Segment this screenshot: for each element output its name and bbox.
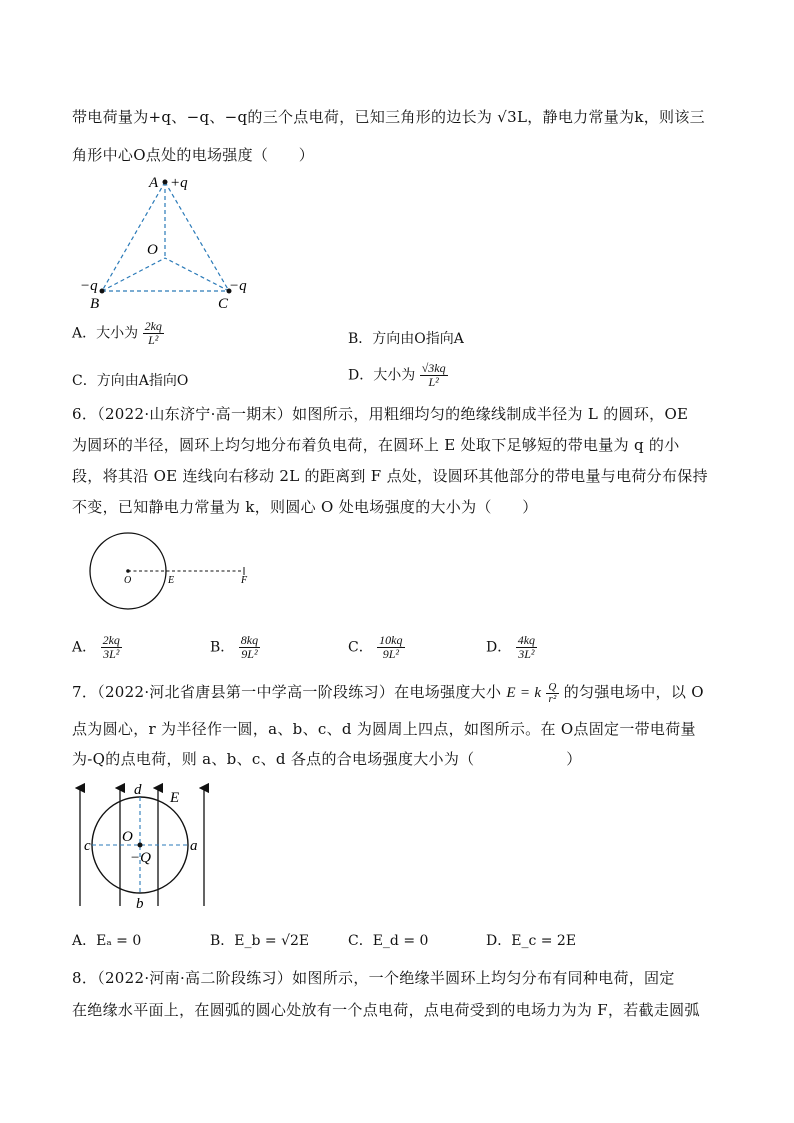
q7-label-d: d (134, 782, 142, 798)
q6-option-b[interactable] (210, 634, 260, 661)
q6-option-d-den: 3L² (518, 647, 535, 661)
q7-option-b[interactable]: B．E_b = √2E (210, 933, 310, 949)
q6-option-d-fraction (516, 634, 537, 661)
q5-option-d-num: √3kq (421, 361, 446, 375)
q6-option-c-label: C． (348, 639, 373, 656)
q7-formula-num: Q (548, 680, 557, 693)
q7-label-E: E (170, 790, 180, 806)
q6-option-c-num: 10kq (379, 633, 403, 647)
q6-text-line2: 为圆环的半径，圆环上均匀地分布着负电荷，在圆环上 E 处取下足够短的带电量为 q 的小 (72, 436, 680, 454)
label-minus-q-left: −q (80, 278, 98, 294)
q7-formula-den: r² (548, 692, 557, 705)
q6-option-b-label: B． (210, 639, 235, 656)
q6-option-a-num: 2kq (102, 633, 120, 647)
q7-label-O: O (122, 829, 133, 845)
charge-a-dot (163, 180, 168, 185)
q6-text-line3: 段，将其沿 OE 连线向右移动 2L 的距离到 F 点处，设圆环其他部分的带电量与电荷分布保持 (72, 467, 708, 485)
q7-label-a: a (190, 838, 198, 854)
q6-option-b-den: 9L² (241, 647, 258, 661)
q7-text-line1 (72, 681, 704, 705)
q7-formula-lhs: E = k (506, 685, 542, 701)
ring-label-F: F (241, 575, 248, 586)
q7-text-line2: 点为圆心，r 为半径作一圆，a、b、c、d 为圆周上四点，如图所示。在 O点固定一带电荷量 (72, 720, 696, 738)
q7-option-d[interactable]: D．E_c = 2E (486, 933, 577, 949)
q6-option-a-fraction (101, 634, 122, 661)
q5-option-d-text: D．大小为 (348, 367, 416, 384)
label-C: C (218, 296, 229, 310)
q5-option-d-den: L² (428, 375, 439, 389)
q6-option-a-label: A． (72, 639, 97, 656)
q6-option-b-fraction (239, 634, 260, 661)
q7-line1-start: 7．（2022·河北省唐县第一中学高一阶段练习）在电场强度大小 (72, 683, 502, 701)
label-plus-q: +q (170, 175, 188, 191)
q6-option-c[interactable] (348, 634, 405, 661)
q5-option-a-num: 2kq (144, 319, 162, 333)
q7-text-line3: 为-Q的点电荷，则 a、b、c、d 各点的合电场强度大小为（ ） (72, 750, 582, 768)
q5-option-c[interactable]: C．方向由A指向O (72, 373, 189, 389)
label-minus-q-right: −q (229, 278, 247, 294)
q5-option-d-fraction (420, 362, 448, 389)
label-O: O (147, 242, 158, 258)
q6-option-d-num: 4kq (517, 633, 536, 647)
q5-option-b[interactable]: B．方向由O指向A (348, 331, 464, 347)
ring-label-O: O (124, 575, 132, 586)
ring-label-E: E (168, 575, 175, 586)
q6-text-line4: 不变，已知静电力常量为 k，则圆心 O 处电场强度的大小为（ ） (72, 498, 538, 516)
q6-ring-diagram (86, 530, 261, 612)
q5-triangle-diagram (72, 170, 262, 310)
q5-text-line1: 带电荷量为+q、−q、−q的三个点电荷，已知三角形的边长为 √3L，静电力常量为k，则该三 (72, 108, 705, 126)
q7-field-diagram (72, 778, 222, 913)
q6-option-c-fraction (377, 634, 404, 661)
q6-option-c-den: 9L² (382, 647, 399, 661)
q5-text-line2: 角形中心O点处的电场强度（ ） (72, 146, 315, 164)
q6-option-a[interactable] (72, 634, 122, 661)
q8-text-line1: 8．（2022·河南·高二阶段练习）如图所示，一个绝缘半圆环上均匀分布有同种电荷，固定 (72, 969, 675, 987)
label-A: A (149, 175, 159, 191)
q7-label-b: b (136, 896, 144, 912)
q5-option-a-fraction (143, 320, 164, 347)
q8-text-line2: 在绝缘水平面上，在圆弧的圆心处放有一个点电荷，点电荷受到的电场力为为 F，若截走圆弧 (72, 1001, 700, 1019)
q7-center-dot (138, 843, 143, 848)
q7-label-c: c (84, 838, 91, 854)
q7-formula-fraction (546, 682, 558, 705)
charge-b-dot (100, 289, 105, 294)
q6-option-d-label: D． (486, 639, 512, 656)
q7-line1-end: 的匀强电场中，以 O (563, 683, 704, 701)
q6-option-d[interactable] (486, 634, 537, 661)
q7-label-minus-Q: −Q (130, 850, 151, 866)
q6-option-a-den: 3L² (103, 647, 120, 661)
q6-text-line1: 6．（2022·山东济宁·高一期末）如图所示，用粗细均匀的绝缘线制成半径为 L 的圆环，OE (72, 405, 689, 423)
label-B: B (90, 296, 100, 310)
q5-option-a[interactable] (72, 320, 164, 347)
q7-option-c[interactable]: C．E_d = 0 (348, 933, 429, 949)
q5-option-a-text: A．大小为 (72, 325, 139, 342)
q5-option-a-den: L² (148, 333, 159, 347)
q7-option-a[interactable]: A．Eₐ = 0 (72, 933, 142, 949)
q6-option-b-num: 8kq (240, 633, 259, 647)
q5-option-d[interactable] (348, 362, 448, 389)
